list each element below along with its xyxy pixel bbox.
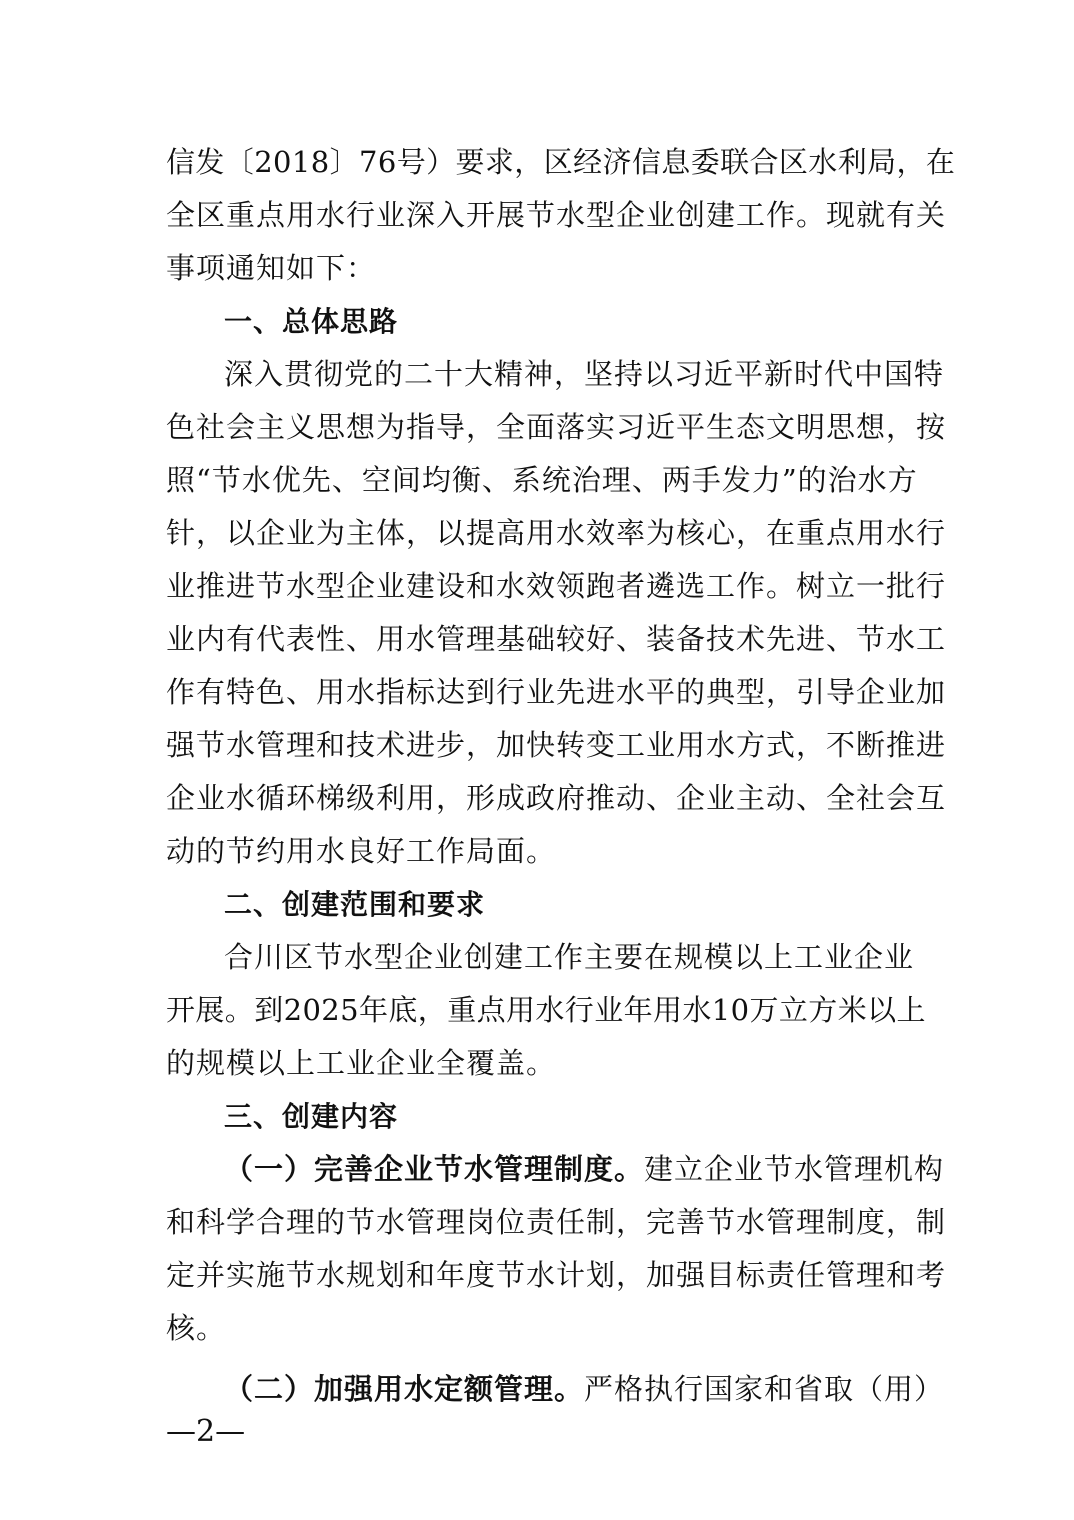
- body-line: 深入贯彻党的二十大精神，坚持以习近平新时代中国特: [224, 357, 945, 391]
- item-lead: （二）加强用水定额管理。: [224, 1372, 585, 1406]
- body-line: 和科学合理的节水管理岗位责任制，完善节水管理制度，制: [166, 1205, 947, 1239]
- body-line: 照“节水优先、空间均衡、系统治理、两手发力”的治水方: [166, 463, 918, 497]
- body-line: 动的节约用水良好工作局面。: [166, 834, 557, 868]
- body-line: 针，以企业为主体，以提高用水效率为核心，在重点用水行: [166, 516, 947, 550]
- body-line: 信发〔2018〕76号）要求，区经济信息委联合区水利局，在: [166, 145, 956, 179]
- body-line: 作有特色、用水指标达到行业先进水平的典型，引导企业加: [166, 675, 947, 709]
- section-heading-2: 二、创建范围和要求: [224, 888, 486, 921]
- body-line: 开展。到2025年底，重点用水行业年用水10万立方米以上: [166, 993, 926, 1027]
- body-line: 色社会主义思想为指导，全面落实习近平生态文明思想，按: [166, 410, 947, 444]
- body-line: 强节水管理和技术进步，加快转变工业用水方式，不断推进: [166, 728, 947, 762]
- item-text: 建立企业节水管理机构: [644, 1152, 945, 1186]
- body-line: 业内有代表性、用水管理基础较好、装备技术先进、节水工: [166, 622, 947, 656]
- section-heading-1: 一、总体思路: [224, 305, 399, 338]
- body-line: 核。: [166, 1311, 227, 1345]
- document-body: [166, 136, 956, 1416]
- body-line: 的规模以上工业企业全覆盖。: [166, 1046, 557, 1080]
- item-lead: （一）完善企业节水管理制度。: [224, 1152, 645, 1186]
- body-line: 合川区节水型企业创建工作主要在规模以上工业企业: [224, 940, 915, 974]
- body-line: 全区重点用水行业深入开展节水型企业创建工作。现就有关: [166, 198, 947, 232]
- page-number: —2—: [166, 1414, 246, 1449]
- body-line: 业推进节水型企业建设和水效领跑者遴选工作。树立一批行: [166, 569, 947, 603]
- body-line: [166, 1363, 945, 1416]
- body-line: [166, 1143, 945, 1196]
- body-line: 企业水循环梯级利用，形成政府推动、企业主动、全社会互: [166, 781, 947, 815]
- item-text: 严格执行国家和省取（用）: [584, 1372, 945, 1406]
- body-line: 定并实施节水规划和年度节水计划，加强目标责任管理和考: [166, 1258, 947, 1292]
- section-heading-3: 三、创建内容: [224, 1100, 399, 1133]
- body-line: 事项通知如下：: [166, 251, 377, 285]
